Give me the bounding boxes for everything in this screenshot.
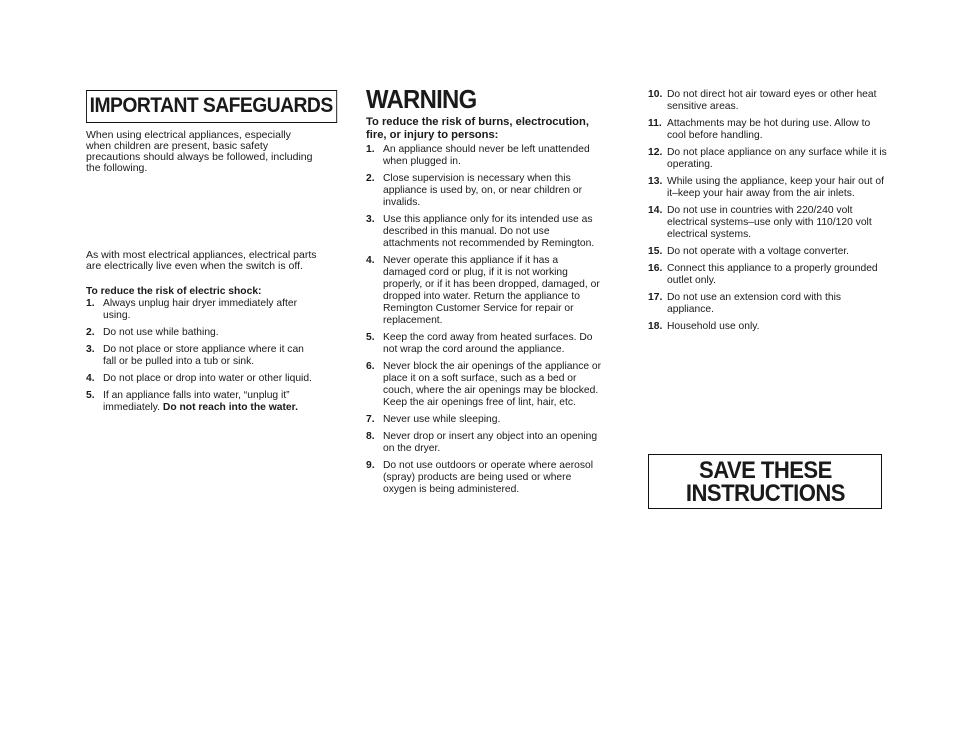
list-item	[366, 255, 602, 327]
item-number: 10.	[648, 89, 663, 100]
item-number: 1.	[86, 298, 95, 309]
live-parts-note: As with most electrical appliances, electrical parts are electrically live even when the switch is off.	[86, 249, 317, 272]
list-item	[366, 144, 602, 168]
item-number: 3.	[86, 344, 95, 355]
warning-subtitle: To reduce the risk of burns, electrocution, fire, or injury to persons:	[366, 116, 589, 141]
list-item	[648, 89, 888, 113]
save-instructions-line2: INSTRUCTIONS	[685, 479, 845, 507]
continued-warning-list	[648, 89, 888, 338]
item-text: Household use only.	[667, 321, 760, 332]
item-text: Do not place appliance on any surface while it is operating.	[667, 147, 887, 170]
electric-shock-list	[86, 298, 316, 419]
list-item	[86, 327, 316, 339]
save-instructions-line1: SAVE THESE	[698, 456, 832, 484]
item-text: Attachments may be hot during use. Allow to cool before handling.	[667, 118, 871, 141]
item-text: Connect this appliance to a properly grounded outlet only.	[667, 263, 878, 286]
save-instructions-box	[648, 454, 882, 509]
list-item	[86, 373, 316, 385]
list-item	[366, 173, 602, 209]
item-text: Close supervision is necessary when this appliance is used by, on, or near children or invalids.	[383, 173, 582, 208]
list-item	[648, 263, 888, 287]
list-item	[366, 214, 602, 250]
item-text: Do not direct hot air toward eyes or other heat sensitive areas.	[667, 89, 877, 112]
list-item	[86, 298, 316, 322]
item-number: 9.	[366, 460, 375, 471]
item-text: Do not place or store appliance where it can fall or be pulled into a tub or sink.	[103, 344, 304, 367]
item-text: Do not use in countries with 220/240 volt electrical systems–use only with 110/120 volt electrical systems.	[667, 205, 872, 240]
item-number: 12.	[648, 147, 663, 158]
item-text: Do not operate with a voltage converter.	[667, 246, 850, 257]
item-text: Use this appliance only for its intended use as described in this manual. Do not use attachments not recommended by Remington.	[383, 214, 595, 249]
item-text: Keep the cord away from heated surfaces. Do not wrap the cord around the appliance.	[383, 332, 593, 355]
item-number: 7.	[366, 414, 375, 425]
warning-title: WARNING	[366, 84, 477, 114]
important-safeguards-title: IMPORTANT SAFEGUARDS	[86, 90, 337, 123]
list-item	[86, 390, 316, 414]
warning-list	[366, 144, 602, 501]
item-number: 1.	[366, 144, 375, 155]
list-item	[366, 332, 602, 356]
item-text: Do not place or drop into water or other liquid.	[103, 373, 312, 384]
item-number: 3.	[366, 214, 375, 225]
item-text: If an appliance falls into water, “unplug it” immediately.	[103, 390, 290, 413]
item-number: 15.	[648, 246, 663, 257]
item-text: Never operate this appliance if it has a damaged cord or plug, if it is not working properly, or if it has been dropped, damaged, or dropped into water. Return the appliance to Remington Customer Service for repair or replacement.	[383, 255, 600, 326]
list-item	[648, 147, 888, 171]
list-item	[366, 460, 602, 496]
item-text: Do not use an extension cord with this appliance.	[667, 292, 842, 315]
item-number: 5.	[86, 390, 95, 401]
list-item	[648, 246, 888, 258]
item-number: 4.	[366, 255, 375, 266]
list-item	[648, 176, 888, 200]
item-number: 16.	[648, 263, 663, 274]
list-item	[366, 361, 602, 409]
item-text: Always unplug hair dryer immediately after using.	[103, 298, 298, 321]
list-item	[648, 205, 888, 241]
list-item	[648, 118, 888, 142]
item-number: 5.	[366, 332, 375, 343]
list-item	[86, 344, 316, 368]
item-number: 11.	[648, 118, 662, 129]
item-bold-text: Do not reach into the water.	[162, 402, 298, 413]
intro-paragraph: When using electrical appliances, especially when children are present, basic safety precautions should always be followed, including the following.	[86, 129, 313, 174]
list-item	[648, 321, 888, 333]
item-text: Never use while sleeping.	[383, 414, 501, 425]
item-text: Do not use while bathing.	[103, 327, 219, 338]
item-text: While using the appliance, keep your hair out of it–keep your hair away from the air inlets.	[667, 176, 884, 199]
item-number: 6.	[366, 361, 375, 372]
item-number: 2.	[366, 173, 375, 184]
item-text: Do not use outdoors or operate where aerosol (spray) products are being used or where oxygen is being administered.	[383, 460, 594, 495]
list-item	[366, 414, 602, 426]
item-number: 8.	[366, 431, 375, 442]
item-number: 2.	[86, 327, 95, 338]
item-text: Never drop or insert any object into an opening on the dryer.	[383, 431, 598, 454]
list-item	[648, 292, 888, 316]
item-number: 17.	[648, 292, 663, 303]
electric-shock-heading: To reduce the risk of electric shock:	[86, 286, 262, 297]
item-number: 14.	[648, 205, 663, 216]
item-text: Never block the air openings of the appliance or place it on a soft surface, such as a bed or couch, where the air openings may be blocked. Keep the air openings free of lint, hair, etc.	[383, 361, 602, 408]
item-number: 18.	[648, 321, 663, 332]
item-number: 13.	[648, 176, 663, 187]
item-text: An appliance should never be left unattended when plugged in.	[383, 144, 590, 167]
item-number: 4.	[86, 373, 95, 384]
list-item	[366, 431, 602, 455]
